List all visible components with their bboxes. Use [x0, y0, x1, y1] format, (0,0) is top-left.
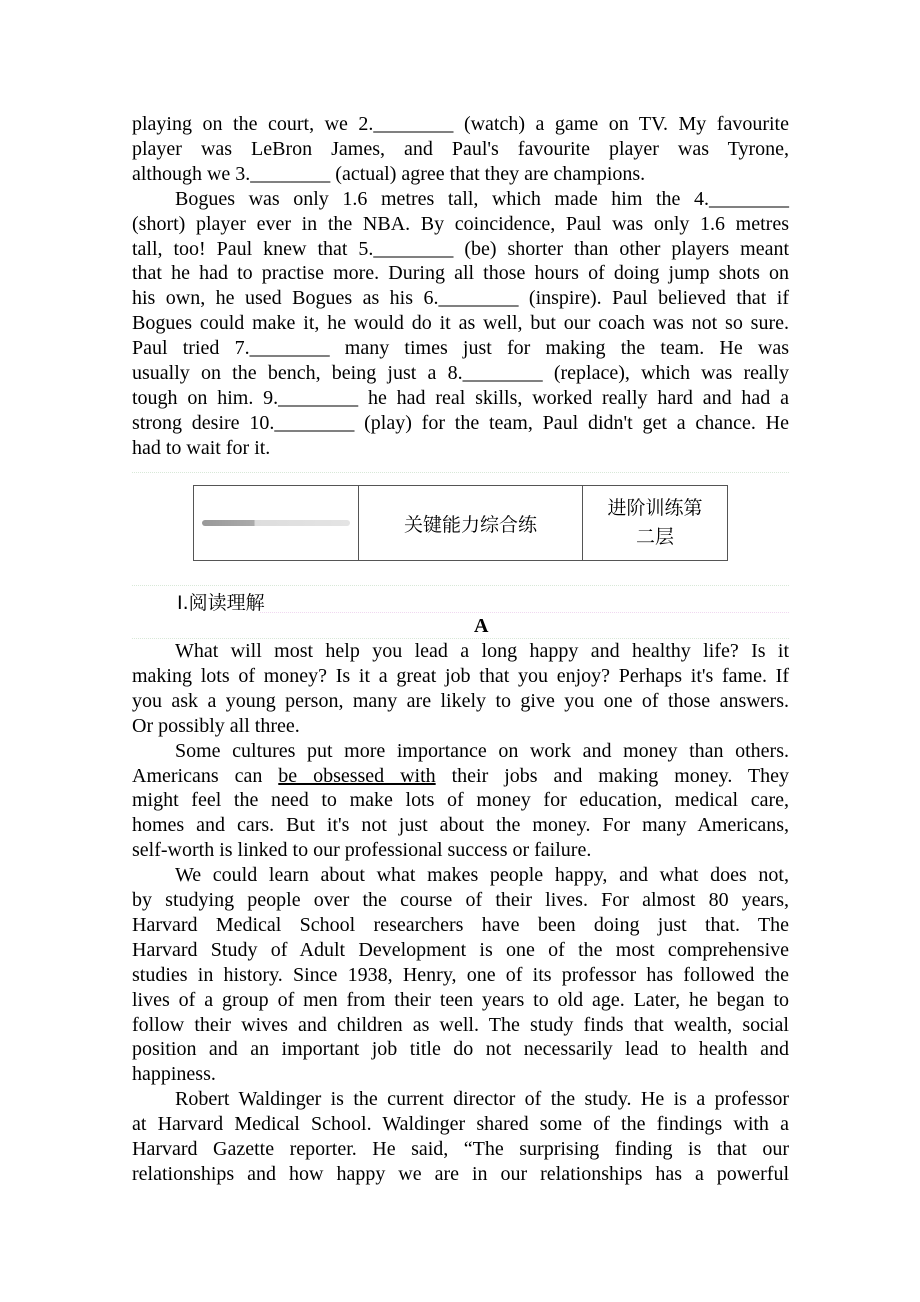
text-line: [132, 212, 789, 237]
text-line: [132, 112, 789, 137]
text-segment: What will most help you lead a long happy and healthy life? Is it: [175, 640, 789, 662]
text-line: [132, 137, 789, 162]
text-segment: happiness.: [132, 1063, 216, 1086]
text-line: [175, 187, 789, 212]
passage-letter: A: [474, 615, 489, 637]
text-line: [132, 1112, 789, 1137]
text-segment: playing on the court, we 2.________ (watch) a game on TV. My favourite: [132, 113, 789, 135]
text-segment: making lots of money? Is it a great job that you enjoy? Perhaps it's fame. If: [132, 664, 789, 687]
text-segment: Bogues could make it, he would do it as well, but our coach was not so sure.: [132, 312, 789, 335]
text-segment: usually on the bench, being just a 8.________ (replace), which was really: [132, 362, 789, 384]
text-segment: self-worth is linked to our professional success or failure.: [132, 839, 592, 862]
text-line: [132, 336, 789, 361]
banner-level: [583, 486, 727, 560]
text-line: [132, 162, 789, 187]
text-segment: Harvard Study of Adult Development is one of the most comprehensive: [132, 938, 789, 961]
text-segment: Paul tried 7.________ many times just for making the team. He was: [132, 337, 789, 360]
text-line: [132, 838, 789, 863]
text-segment: you ask a young person, many are likely to give you one of those answers.: [132, 689, 789, 712]
banner-title: 关键能力综合练: [359, 486, 583, 560]
text-line: [132, 311, 789, 336]
text-line: [132, 1037, 789, 1062]
text-segment: might feel the need to make lots of money for education, medical care,: [132, 789, 789, 812]
banner-level-line1: 进阶训练第: [607, 497, 703, 519]
text-segment: homes and cars. But it's not just about the money. For many Americans,: [132, 814, 789, 837]
text-line: [132, 764, 789, 789]
text-segment: Americans can: [132, 764, 279, 787]
text-segment: follow their wives and children as well. The study finds that wealth, social: [132, 1013, 789, 1036]
text-line: [132, 689, 789, 714]
text-line: [132, 714, 789, 739]
text-segment: Bogues was only 1.6 metres tall, which made him the 4.________: [175, 187, 789, 210]
text-line: [175, 1087, 789, 1112]
text-segment: tough on him. 9.________ he had real skills, worked really hard and had a: [132, 386, 789, 409]
text-segment: (short) player ever in the NBA. By coincidence, Paul was only 1.6 metres: [132, 212, 789, 235]
text-line: [132, 361, 789, 386]
text-segment: at Harvard Medical School. Waldinger shared some of the findings with a: [132, 1113, 789, 1136]
text-line: [132, 813, 789, 838]
text-line: [132, 237, 789, 262]
progress-bar-graphic: [202, 520, 350, 526]
text-line: [175, 863, 789, 888]
divider: [132, 472, 789, 473]
text-line: [132, 963, 789, 988]
text-line: [132, 261, 789, 286]
text-segment: position and an important job title do not necessarily lead to health and: [132, 1038, 789, 1061]
text-line: [132, 988, 789, 1013]
text-segment: that he had to practise more. During all those hours of doing jump shots on: [132, 262, 789, 285]
text-segment: Or possibly all three.: [132, 714, 300, 737]
text-line: [132, 788, 789, 813]
text-segment: his own, he used Bogues as his 6.________ (inspire). Paul believed that if: [132, 287, 789, 310]
divider: [132, 585, 789, 586]
section-heading: Ⅰ.阅读理解: [177, 592, 265, 614]
text-line: [132, 1162, 789, 1187]
text-segment: studies in history. Since 1938, Henry, one of its professor has followed the: [132, 963, 789, 986]
text-line: [132, 938, 789, 963]
text-line: [175, 639, 789, 664]
text-line: [132, 411, 789, 436]
text-segment: had to wait for it.: [132, 436, 271, 459]
underlined-phrase: be obsessed with: [278, 764, 436, 787]
text-line: [132, 1062, 789, 1087]
text-segment: Robert Waldinger is the current director of the study. He is a professor: [175, 1088, 789, 1111]
text-line: [132, 386, 789, 411]
banner-level-line2: 二层: [635, 526, 674, 548]
text-segment: by studying people over the course of their lives. For almost 80 years,: [132, 889, 789, 911]
text-segment: their jobs and making money. They: [435, 764, 789, 787]
text-segment: lives of a group of men from their teen years to old age. Later, he began to: [132, 988, 789, 1011]
text-segment: Harvard Gazette reporter. He said, “The surprising finding is that our: [132, 1138, 789, 1160]
text-segment: Some cultures put more importance on work and money than others.: [175, 739, 789, 762]
section-banner: [193, 485, 728, 561]
text-segment: relationships and how happy we are in our relationships has a powerful: [132, 1162, 789, 1185]
text-segment: player was LeBron James, and Paul's favourite player was Tyrone,: [132, 137, 789, 160]
text-segment: strong desire 10.________ (play) for the team, Paul didn't get a chance. He: [132, 411, 789, 434]
text-line: [132, 286, 789, 311]
divider: [260, 612, 789, 613]
text-line: [132, 888, 789, 913]
text-line: [132, 1013, 789, 1038]
text-segment: although we 3.________ (actual) agree that they are champions.: [132, 162, 646, 185]
text-segment: Harvard Medical School researchers have been doing just that. The: [132, 913, 789, 936]
text-line: [132, 913, 789, 938]
text-line: [175, 739, 789, 764]
text-line: [132, 1137, 789, 1162]
text-segment: tall, too! Paul knew that 5.________ (be) shorter than other players meant: [132, 237, 789, 260]
banner-decoration: [194, 486, 359, 560]
text-segment: We could learn about what makes people happy, and what does not,: [175, 864, 789, 887]
text-line: [132, 436, 789, 461]
text-line: [132, 664, 789, 689]
